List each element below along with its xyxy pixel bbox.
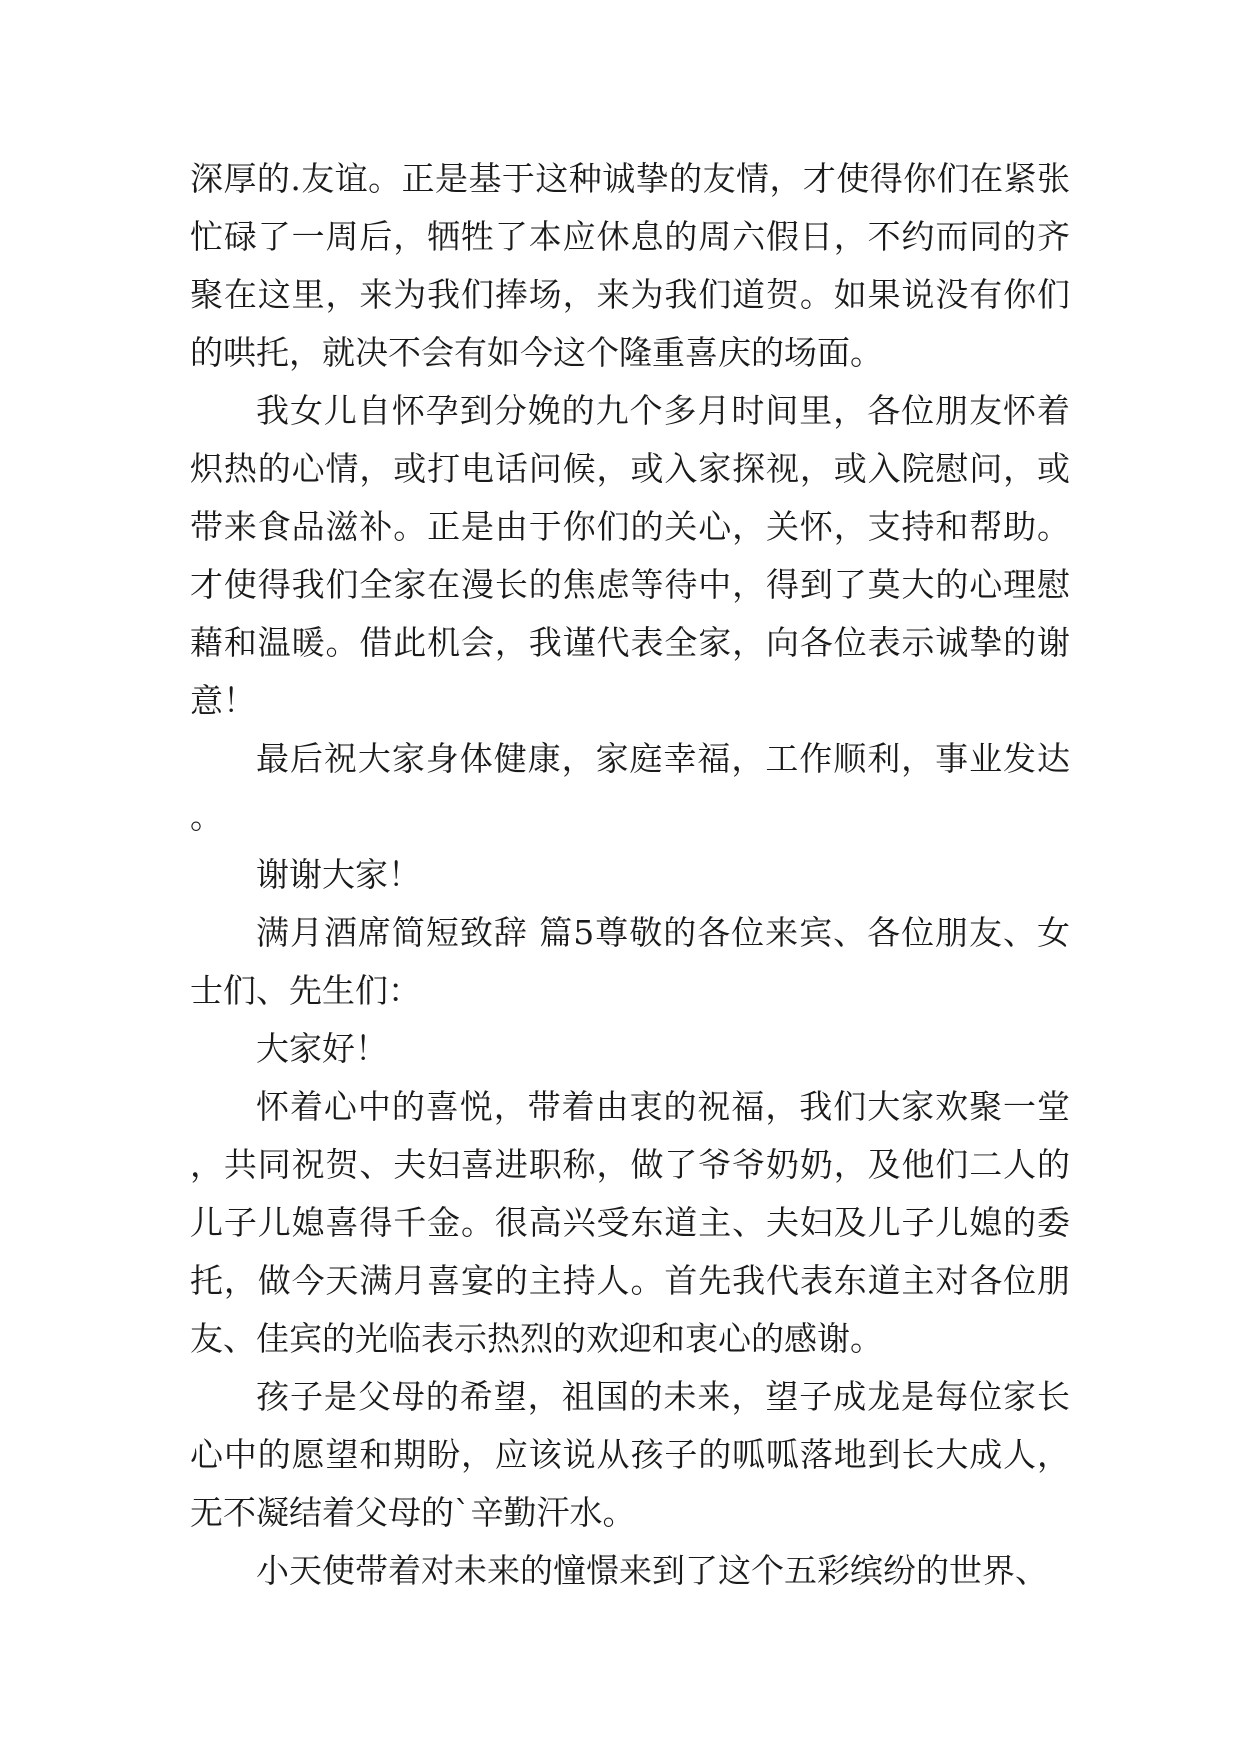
paragraph: 我女儿自怀孕到分娩的九个多月时间里，各位朋友怀着炽热的心情，或打电话问候，或入家探视，或入院慰问，或带来食品滋补。正是由于你们的关心，关怀，支持和帮助。才使得我们全家在漫长的焦虑等待中，得到了莫大的心理慰藉和温暖。借此机会，我谨代表全家，向各位表示诚挚的谢意！ xyxy=(190,391,1070,720)
paragraph: 满月酒席简短致辞 篇5尊敬的各位来宾、各位朋友、女士们、先生们： xyxy=(190,913,1070,1010)
paragraph: 怀着心中的喜悦，带着由衷的祝福，我们大家欢聚一堂，共同祝贺、夫妇喜进职称，做了爷爷奶奶，及他们二人的儿子儿媳喜得千金。很高兴受东道主、夫妇及儿子儿媳的委托，做今天满月喜宴的主持人。首先我代表东道主对各位朋友、佳宾的光临表示热烈的欢迎和衷心的感谢。 xyxy=(190,1087,1070,1358)
paragraph: 谢谢大家！ xyxy=(256,855,421,894)
paragraph: 深厚的.友谊。正是基于这种诚挚的友情，才使得你们在紧张忙碌了一周后，牺牲了本应休息的周六假日，不约而同的齐聚在这里，来为我们捧场，来为我们道贺。如果说没有你们的哄托，就决不会有如今这个隆重喜庆的场面。 xyxy=(190,159,1070,372)
document-body xyxy=(190,150,1070,1600)
paragraph: 小天使带着对未来的憧憬来到了这个五彩缤纷的世界、 xyxy=(256,1551,1048,1590)
paragraph: 大家好！ xyxy=(256,1029,388,1068)
paragraph: 最后祝大家身体健康，家庭幸福，工作顺利，事业发达。 xyxy=(190,739,1070,836)
paragraph: 孩子是父母的希望，祖国的未来，望子成龙是每位家长心中的愿望和期盼，应该说从孩子的呱呱落地到长大成人，无不凝结着父母的`辛勤汗水。 xyxy=(190,1377,1070,1532)
